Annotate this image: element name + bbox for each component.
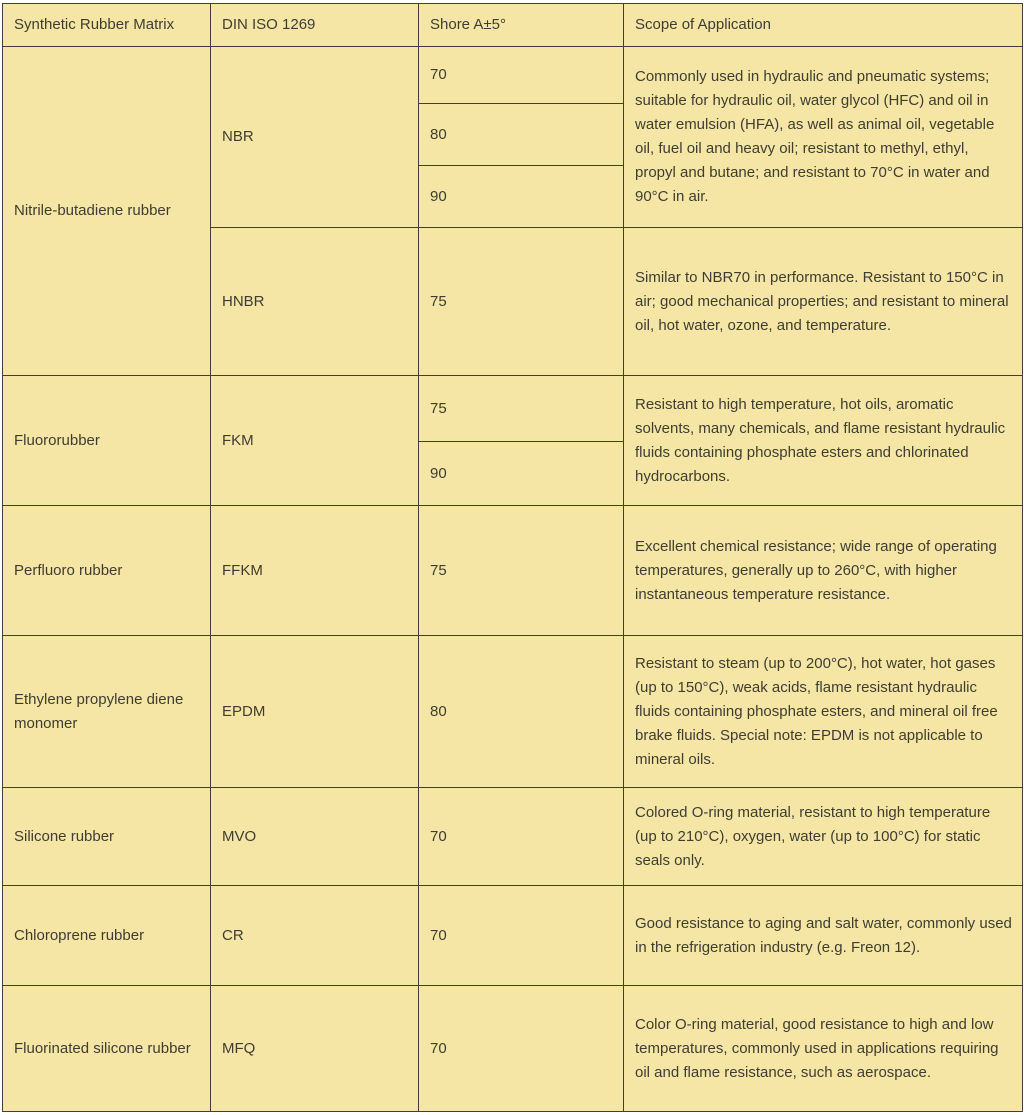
table-header-row: [3, 4, 1023, 47]
din-cell: MVO: [211, 788, 419, 886]
shore-cell: 70: [419, 886, 624, 986]
scope-cell: Resistant to high temperature, hot oils, aromatic solvents, many chemicals, and flame resistant hydraulic fluids containing phosphate esters and chlorinated hydrocarbons.: [624, 376, 1023, 506]
scope-cell: Good resistance to aging and salt water, commonly used in the refrigeration industry (e.g. Freon 12).: [624, 886, 1023, 986]
table-row: [3, 636, 1023, 788]
shore-cell: 70: [419, 788, 624, 886]
matrix-cell: Perfluoro rubber: [3, 506, 211, 636]
scope-cell: Resistant to steam (up to 200°C), hot water, hot gases (up to 150°C), weak acids, flame resistant hydraulic fluids containing phosphate esters, and mineral oil free brake fluids. Special note: EPDM is not applicable to mineral oils.: [624, 636, 1023, 788]
header-cell-synthetic-rubber-matrix: Synthetic Rubber Matrix: [3, 4, 211, 47]
shore-cell: 90: [419, 166, 624, 228]
din-cell: FFKM: [211, 506, 419, 636]
shore-cell: 75: [419, 506, 624, 636]
matrix-cell: Fluororubber: [3, 376, 211, 506]
din-cell: CR: [211, 886, 419, 986]
header-cell-shore-a: Shore A±5°: [419, 4, 624, 47]
scope-cell: Excellent chemical resistance; wide range of operating temperatures, generally up to 260°C, with higher instantaneous temperature resistance.: [624, 506, 1023, 636]
shore-cell: 80: [419, 636, 624, 788]
shore-cell: 80: [419, 104, 624, 166]
shore-cell: 75: [419, 228, 624, 376]
scope-cell: Colored O-ring material, resistant to high temperature (up to 210°C), oxygen, water (up to 100°C) for static seals only.: [624, 788, 1023, 886]
scope-cell: Commonly used in hydraulic and pneumatic systems; suitable for hydraulic oil, water glycol (HFC) and oil in water emulsion (HFA), as well as animal oil, vegetable oil, fuel oil and heavy oil; resistant to methyl, ethyl, propyl and butane; and resistant to 70°C in water and 90°C in air.: [624, 47, 1023, 228]
header-cell-din-iso-1269: DIN ISO 1269: [211, 4, 419, 47]
table-row: [3, 986, 1023, 1112]
header-cell-scope-of-application: Scope of Application: [624, 4, 1023, 47]
din-cell: HNBR: [211, 228, 419, 376]
din-cell: MFQ: [211, 986, 419, 1112]
din-cell: FKM: [211, 376, 419, 506]
table-row: [3, 886, 1023, 986]
matrix-cell: Silicone rubber: [3, 788, 211, 886]
shore-cell: 70: [419, 47, 624, 104]
shore-cell: 75: [419, 376, 624, 442]
matrix-cell: Fluorinated silicone rubber: [3, 986, 211, 1112]
table-row: [3, 376, 1023, 442]
matrix-cell: Ethylene propylene diene monomer: [3, 636, 211, 788]
shore-cell: 70: [419, 986, 624, 1112]
table-row: [3, 788, 1023, 886]
matrix-cell: Chloroprene rubber: [3, 886, 211, 986]
scope-cell: Color O-ring material, good resistance to high and low temperatures, commonly used in applications requiring oil and flame resistance, such as aerospace.: [624, 986, 1023, 1112]
table-row: [3, 506, 1023, 636]
shore-cell: 90: [419, 442, 624, 506]
rubber-materials-table: [2, 3, 1023, 1112]
scope-cell: Similar to NBR70 in performance. Resistant to 150°C in air; good mechanical properties; and resistant to mineral oil, hot water, ozone, and temperature.: [624, 228, 1023, 376]
table-row: [3, 47, 1023, 104]
din-cell: NBR: [211, 47, 419, 228]
din-cell: EPDM: [211, 636, 419, 788]
matrix-cell: Nitrile-butadiene rubber: [3, 47, 211, 376]
